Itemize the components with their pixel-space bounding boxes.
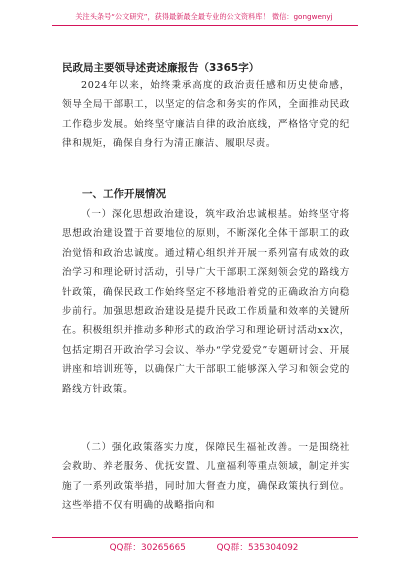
footer-divider <box>52 537 358 538</box>
body-paragraph-1: （一）深化思想政治建设，筑牢政治忠诚根基。始终坚守将思想政治建设置于首要地位的原则，不断深化全体干部职工的政治觉悟和政治忠诚度。通过精心组织并开展一系列富有成效的政治学习和理论研讨活动，引导广大干部职工深刻领会党的路线方针政策，确保民政工作始终坚定不移地沿着党的正确政治方向稳步前行。加强思想政治建设是提升民政工作质量和效率的关键所在。积极组织并推动多种形式的政治学习和理论研讨活动xx次，包括定期召开政治学习会议、举办“学党爱党”专题研讨会、开展讲座和培训班等，以确保广大干部职工能够深入学习和领会党的路线方针政策。 <box>62 209 350 395</box>
header-banner: 关注头条号“公文研究”，获得最新最全最专业的公文资料库！ 微信：gongwenyj <box>75 12 333 21</box>
intro-paragraph: 2024年以来，始终秉承高度的政治责任感和历史使命感，领导全局干部职工，以坚定的信念和务实的作风，全面推动民政工作稳步发展。始终坚守廉洁自律的政治底线，严格恪守党的纪律和规矩，确保自身行为清正廉洁、履职尽责。 <box>62 80 350 150</box>
footer-qq-group-1: QQ群：30265665 <box>109 543 186 553</box>
body-paragraph-2: （二）强化政策落实力度，保障民生福祉改善。一是围绕社会救助、养老服务、优抚安置、儿童福利等重点领域，制定并实施了一系列政策举措，同时加大督查力度，确保政策执行到位。这些举措不仅有明确的战略指向和 <box>62 442 350 512</box>
footer-qq-group-2: QQ群：535304092 <box>216 543 299 553</box>
document-title: 民政局主要领导述责述廉报告（3365字） <box>62 62 260 74</box>
section-heading: 一、工作开展情况 <box>82 188 166 200</box>
footer <box>0 540 408 553</box>
header-divider <box>52 25 358 26</box>
